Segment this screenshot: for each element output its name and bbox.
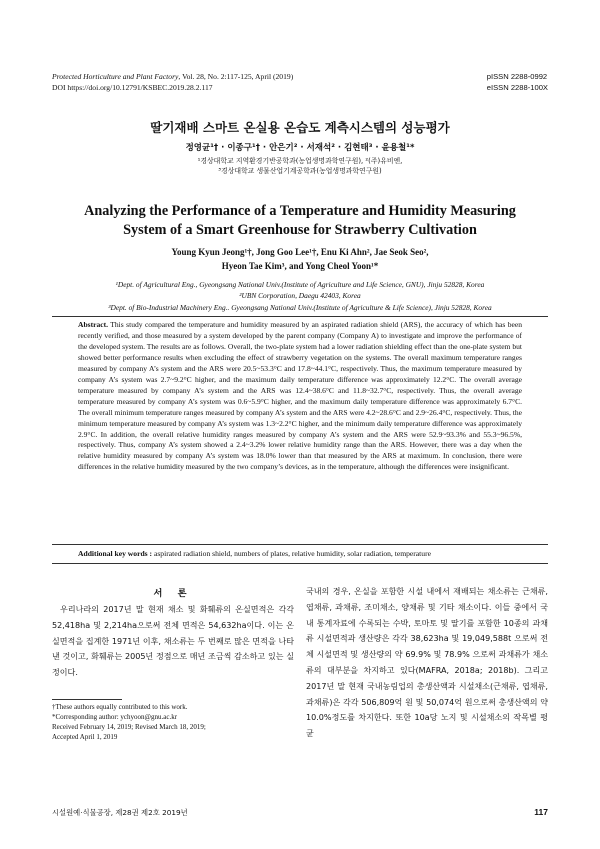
korean-title: 딸기재배 스마트 온실용 온습도 계측시스템의 성능평가 [150,120,450,135]
abstract [78,320,522,473]
korean-affiliation-line: ¹경상대학교 지역환경기반공학과(농업생명과학연구원), ²(주)유비엔, [197,157,403,165]
abstract-top-rule [52,316,548,317]
section-heading-introduction: 서 론 [153,588,193,599]
issn-block [487,71,548,93]
intro-right-column [306,584,548,742]
doi-link[interactable]: DOI https://doi.org/10.12791/KSBEC.2019.28.2.117 [52,83,213,92]
intro-paragraph: 국내의 경우, 온실을 포함한 시설 내에서 재배되는 채소류는 근채류, 엽채류, 과채류, 조미채소, 양채류 및 기타 채소이다. 이들 중에서 국내 통계자료에 수록되는 수박, 토마토 및 딸기를 포함한 10종의 과채류 시설면적과 생산량은 각각 38,623ha 및 19,049,588t 으로써 전체 시설면적 및 생산량의 약 69.9% 및 78.9% 으로써 과채류가 채소류의 대부분을 차지하고 있다(MAFRA, 2018a; 2018b). 그리고 2017년 말 현재 국내농림업의 총생산액과 시설채소(근채류, 엽채류, 과채류)은 각각 506,809억 원 및 50,074억 원으로써 총생산액의 약 10.0%정도를 차지한다. 또한 10a당 노지 및 시설채소의 작목별 평균 [306,587,548,739]
intro-left-column [52,602,294,681]
english-authors-line: Young Kyun Jeong¹†, Jong Goo Lee¹†, Enu Ki Ahn², Jae Seok Seo², [171,247,429,257]
footnote-corresponding-author: *Corresponding author: ychyoon@gnu.ac.kr [52,713,178,721]
english-title [40,202,560,240]
english-authors [40,245,560,273]
english-affiliation-line: ³Dept. of Bio-Industrial Machinery Eng.. Gyeongsang National Univ.(Institute of Agriculture & Life Science), Jinju 52828, Korea [108,302,492,312]
english-authors-line: Hyeon Tae Kim³, and Yong Cheol Yoon¹* [221,261,379,271]
keywords-text: aspirated radiation shield, numbers of plates, relative humidity, solar radiation, temperature [152,549,431,558]
keywords-label: Additional key words : [78,549,153,558]
korean-authors: 정영균¹† · 이종구¹† · 안은기² · 서재석² · 김현태³ · 윤용철¹* [185,143,415,153]
journal-details: , Vol. 28, No. 2:117-125, April (2019) [178,72,294,81]
page-number: 117 [534,807,548,817]
footnote-received: Received February 14, 2019; Revised March 18, 2019; [52,723,206,731]
abstract-bottom-rule [52,544,548,545]
pissn: pISSN 2288-0992 [486,72,548,81]
english-affiliation-line: ¹Dept. of Agricultural Eng., Gyeongsang National Univ.(Institute of Agriculture and Life Science, GNU), Jinju 52828, Korea [115,280,485,289]
journal-citation [52,71,293,93]
keywords [78,549,538,558]
korean-affiliations [0,156,600,176]
korean-affiliation-line: ³경상대학교 생물산업기계공학과(농업생명과학연구원) [218,167,382,175]
footnote-accepted: Accepted April 1, 2019 [52,733,118,741]
english-title-line: System of a Smart Greenhouse for Strawberry Cultivation [123,222,477,238]
footnotes [52,702,294,742]
eissn: eISSN 2288-100X [486,83,548,92]
english-affiliation-line: ²UBN Corporation, Daegu 42403, Korea [239,291,361,301]
journal-name: Protected Horticulture and Plant Factory [52,72,179,81]
keywords-bottom-rule [52,563,548,564]
english-title-line: Analyzing the Performance of a Temperature and Humidity Measuring [84,203,516,219]
abstract-text: This study compared the temperature and humidity measured by an aspirated radiation shield (ARS), the accuracy of which has been recently verified, and those measured by a system developed by the parent company (Company A) to investigate and improve the performance of the developed system. The results are as follows. Overall, the two-plate system had a lower radiation shielding effect than the one-plate system but showed better performance results when excluding the effect of strawberry vegetation on the systems. The overall maximum temperature ranges measured by company A’s system and the ARS were 20.5~53.3°C and 17.8~44.1°C, respectively. Thus, the maximum temperature measured by company A’s system was 2.7~9.2°C higher, and the maximum daily temperature difference was approximately 12.2°C. The overall average temperature measured by company A’s system and the ARS was 12.4~38.6°C and 11.8~32.7°C, respectively. Thus, the overall average temperature measured by company A’s system was 0.6~5.9°C higher, and the maximum daily temperature difference was approximately 6.7°C. The overall minimum temperature ranges measured by company A’s system and the ARS were 4.2~28.6°C and 2.9~26.4°C, respectively. Thus, the minimum temperature measured by company A’s system was 1.3~2.2°C higher, and the minimum daily temperature difference was approximately 2.9°C. In addition, the overall relative humidity ranges measured by company A’s system and the ARS were 52.9~93.3% and 55.3~96.5%, respectively. Thus, company A’s system showed a 2.4~3.2% lower relative humidity range than the ARS. However, there was a day when the relative humidity measured by company A’s system was 18.0% lower than that measured by the ARS at maximum. In conclusion, there were differences in the relative humidity measured by the two company’s devices, as in the temperature, although the differences were insignificant. [78,320,522,472]
english-affiliations [40,279,560,313]
abstract-label: Abstract. [78,320,108,329]
intro-paragraph: 우리나라의 2017년 말 현재 채소 및 화훼류의 온실면적은 각각 52,418ha 및 2,214ha으로써 전체 면적은 54,632ha이다. 이는 온실면적을 집계한 1971년 이후, 채소류는 두 번째로 많은 면적을 나타낸 것이고, 화훼류는 2005년 정점으로 매년 조금씩 감소하고 있는 실정이다. [52,605,294,678]
footnote-rule [52,699,122,700]
footer-journal-info: 시설원예·식물공장, 제28권 제2호 2019년 [52,808,188,817]
footnote-equal-contribution: †These authors equally contributed to this work. [52,703,188,711]
